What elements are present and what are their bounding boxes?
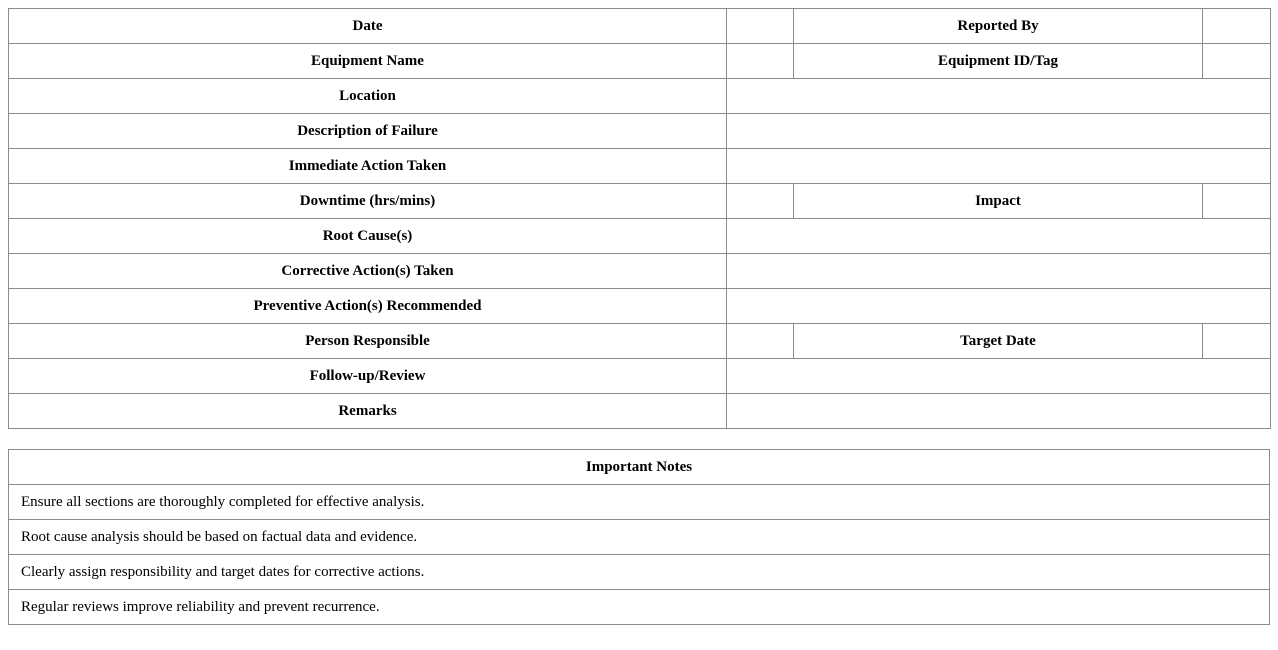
notes-title: Important Notes <box>9 450 1270 485</box>
equipment-name-label: Equipment Name <box>9 44 727 79</box>
reported-by-field[interactable] <box>1203 9 1271 44</box>
important-notes-table <box>8 449 1270 625</box>
date-field[interactable] <box>727 9 794 44</box>
notes-row <box>9 520 1270 555</box>
impact-field[interactable] <box>1203 184 1271 219</box>
form-row-preventive-action <box>9 289 1271 324</box>
immediate-action-field[interactable] <box>727 149 1271 184</box>
notes-row <box>9 485 1270 520</box>
note-item: Root cause analysis should be based on factual data and evidence. <box>9 520 1270 555</box>
root-cause-field[interactable] <box>727 219 1271 254</box>
downtime-field[interactable] <box>727 184 794 219</box>
target-date-label: Target Date <box>794 324 1203 359</box>
description-field[interactable] <box>727 114 1271 149</box>
location-label: Location <box>9 79 727 114</box>
form-row-date <box>9 9 1271 44</box>
form-row-follow-up <box>9 359 1271 394</box>
note-item: Ensure all sections are thoroughly completed for effective analysis. <box>9 485 1270 520</box>
reported-by-label: Reported By <box>794 9 1203 44</box>
date-label: Date <box>9 9 727 44</box>
notes-row <box>9 590 1270 625</box>
impact-label: Impact <box>794 184 1203 219</box>
person-responsible-label: Person Responsible <box>9 324 727 359</box>
downtime-label: Downtime (hrs/mins) <box>9 184 727 219</box>
description-label: Description of Failure <box>9 114 727 149</box>
target-date-field[interactable] <box>1203 324 1271 359</box>
equipment-name-field[interactable] <box>727 44 794 79</box>
note-item: Clearly assign responsibility and target dates for corrective actions. <box>9 555 1270 590</box>
person-responsible-field[interactable] <box>727 324 794 359</box>
notes-header-row <box>9 450 1270 485</box>
preventive-action-field[interactable] <box>727 289 1271 324</box>
form-row-person-responsible <box>9 324 1271 359</box>
follow-up-field[interactable] <box>727 359 1271 394</box>
failure-report-form <box>8 8 1271 429</box>
form-row-immediate-action <box>9 149 1271 184</box>
form-row-description <box>9 114 1271 149</box>
form-row-location <box>9 79 1271 114</box>
remarks-field[interactable] <box>727 394 1271 429</box>
form-row-remarks <box>9 394 1271 429</box>
remarks-label: Remarks <box>9 394 727 429</box>
equipment-id-field[interactable] <box>1203 44 1271 79</box>
form-row-downtime <box>9 184 1271 219</box>
corrective-action-label: Corrective Action(s) Taken <box>9 254 727 289</box>
equipment-id-label: Equipment ID/Tag <box>794 44 1203 79</box>
corrective-action-field[interactable] <box>727 254 1271 289</box>
form-row-equipment <box>9 44 1271 79</box>
form-row-root-cause <box>9 219 1271 254</box>
follow-up-label: Follow-up/Review <box>9 359 727 394</box>
note-item: Regular reviews improve reliability and prevent recurrence. <box>9 590 1270 625</box>
notes-row <box>9 555 1270 590</box>
immediate-action-label: Immediate Action Taken <box>9 149 727 184</box>
location-field[interactable] <box>727 79 1271 114</box>
root-cause-label: Root Cause(s) <box>9 219 727 254</box>
preventive-action-label: Preventive Action(s) Recommended <box>9 289 727 324</box>
form-row-corrective-action <box>9 254 1271 289</box>
